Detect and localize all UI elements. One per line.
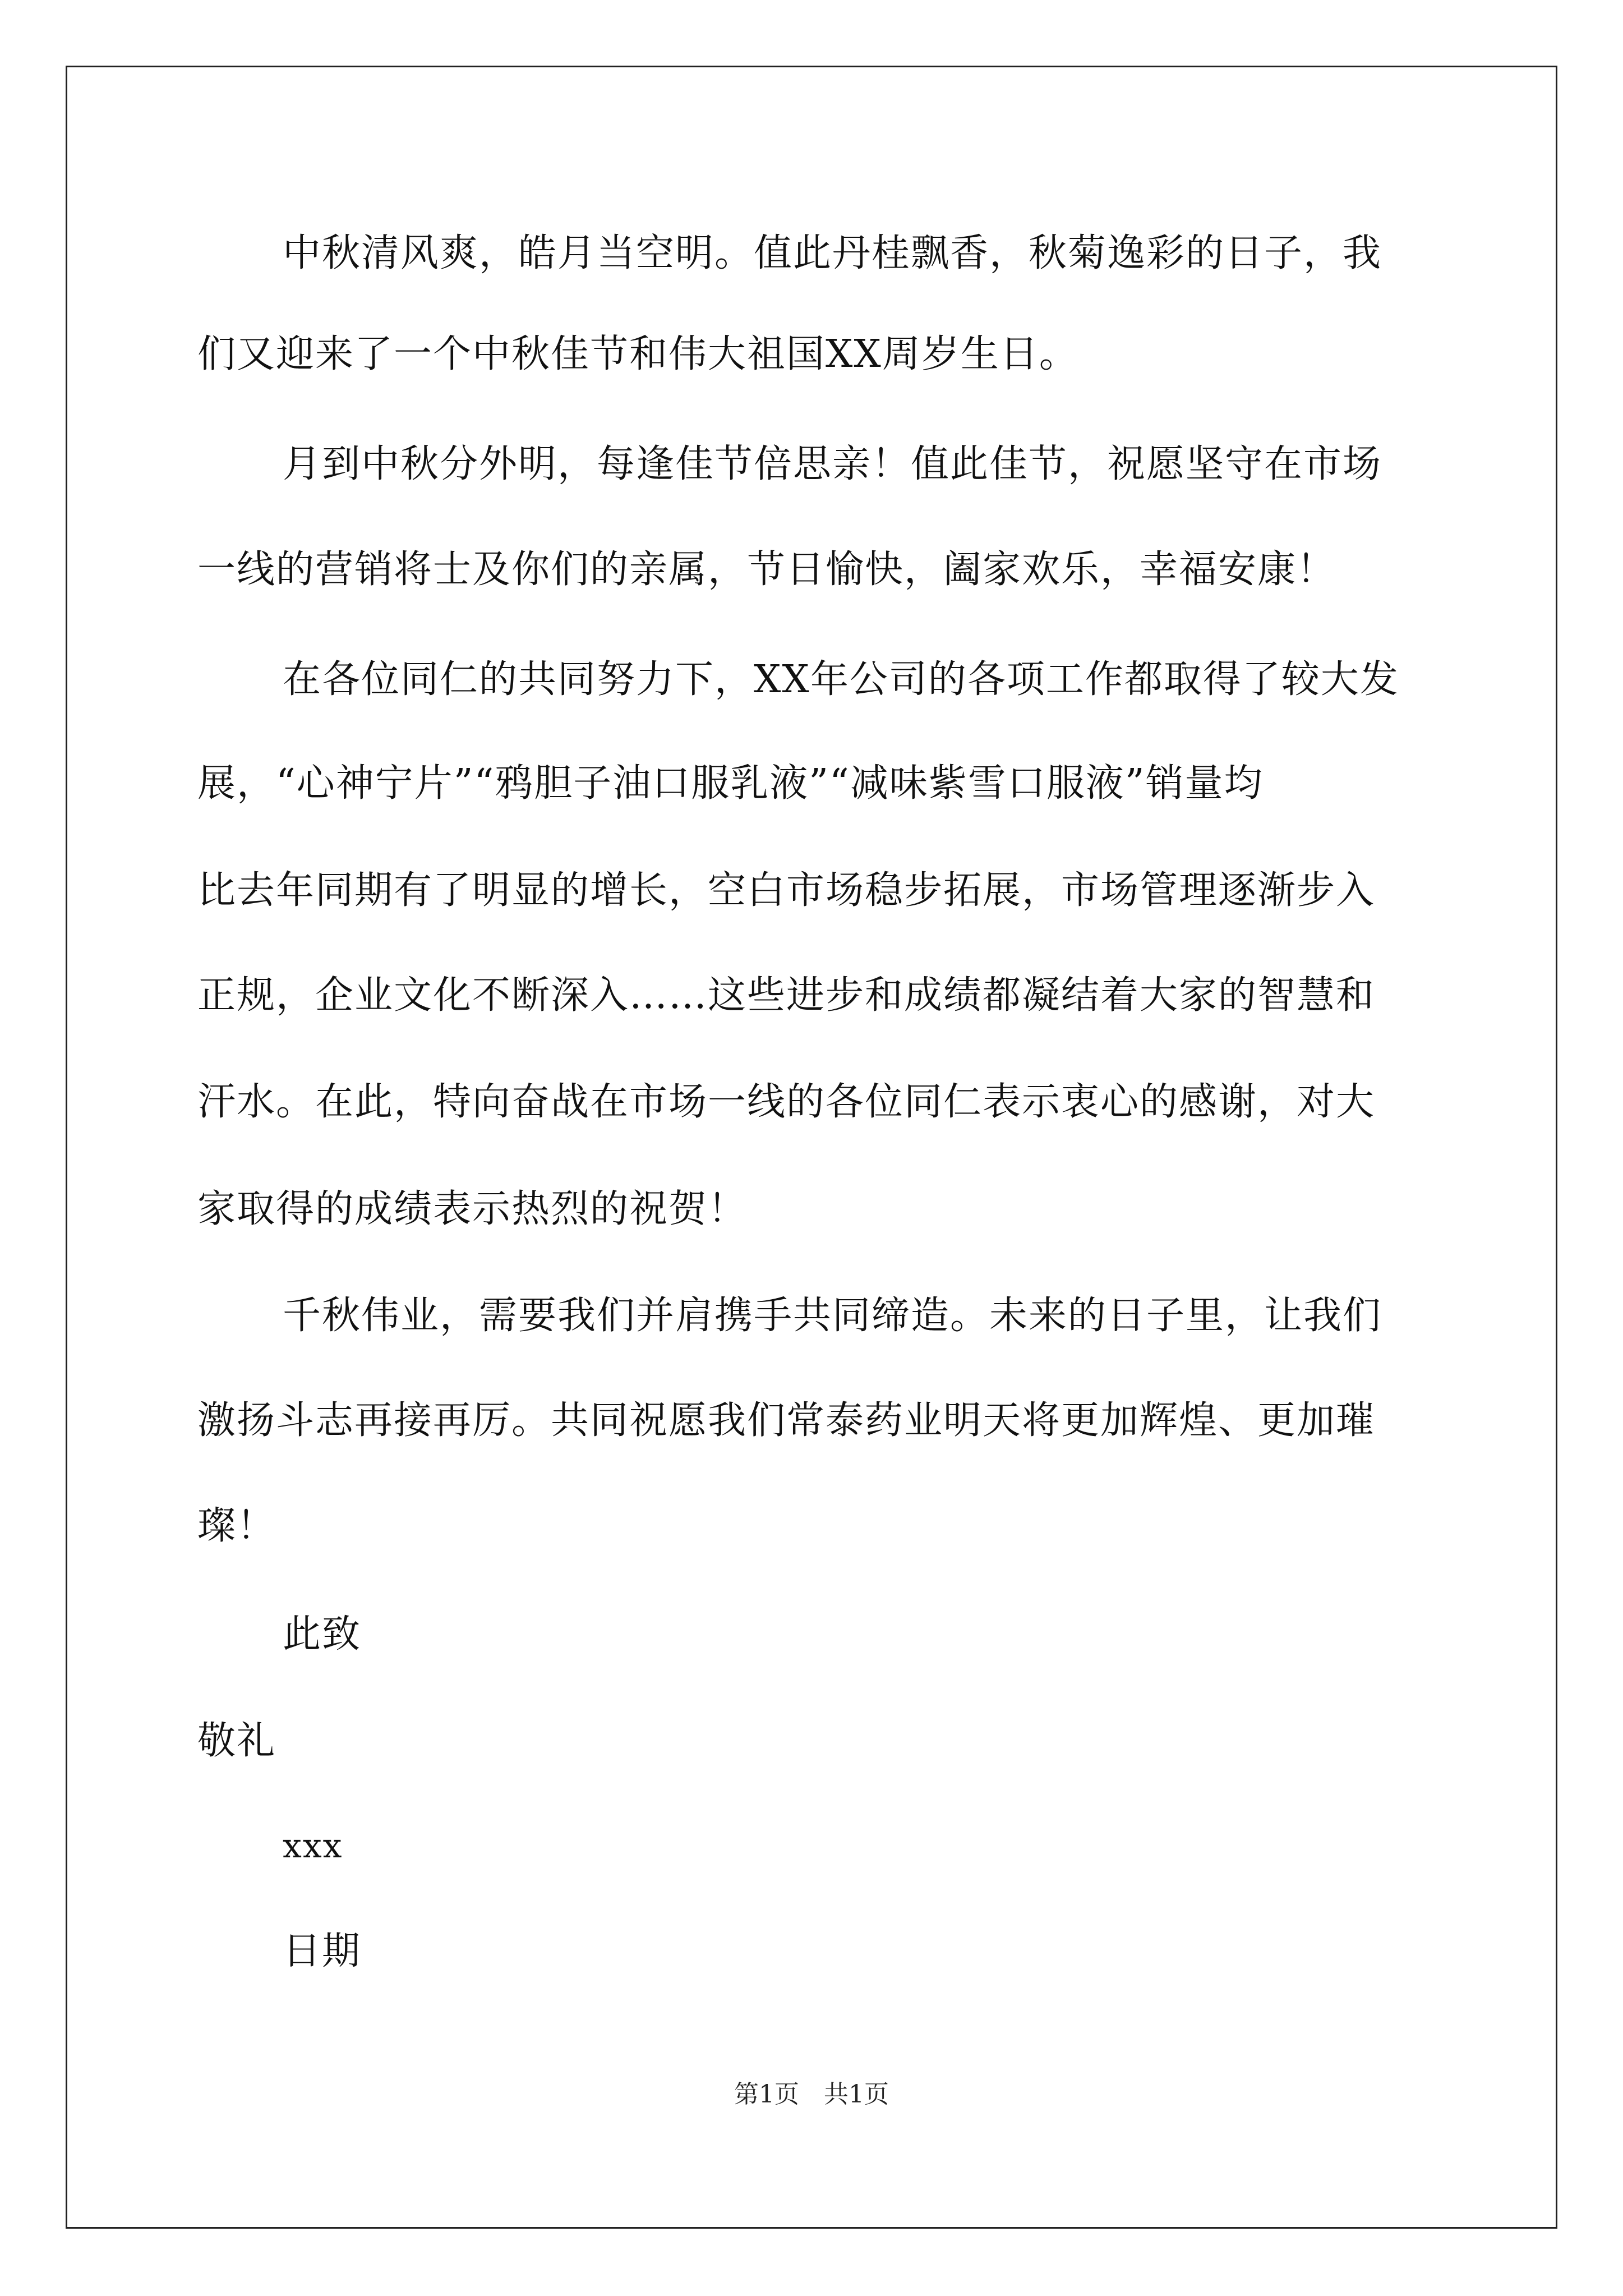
paragraph-3-line-6: 家取得的成绩表示热烈的祝贺！ [197,1187,748,1231]
paragraph-3-line-5: 汗水。在此，特向奋战在市场一线的各位同仁表示衷心的感谢，对大 [197,1080,1376,1124]
page-border [66,66,1557,2229]
paragraph-3-line-3: 比去年同期有了明显的增长，空白市场稳步拓展，市场管理逐渐步入 [197,868,1376,913]
paragraph-1-line-2: 们又迎来了一个中秋佳节和伟大祖国XX周岁生日。 [197,332,1078,376]
paragraph-4-line-3: 璨！ [197,1504,276,1548]
page-number-footer: 第1页 共1页 [734,2080,889,2109]
paragraph-4-line-1: 千秋伟业，需要我们并肩携手共同缔造。未来的日子里，让我们 [283,1294,1382,1338]
paragraph-2-line-2: 一线的营销将士及你们的亲属，节日愉快，阖家欢乐，幸福安康！ [197,547,1336,592]
paragraph-3-line-2: 展，“心神宁片”“鸦胆子油口服乳液”“减味紫雪口服液”销量均 [197,761,1264,806]
date-label: 日期 [283,1929,362,1973]
paragraph-2-line-1: 月到中秋分外明，每逢佳节倍思亲！值此佳节，祝愿坚守在市场 [283,442,1382,486]
closing-salutation: 此致 [283,1612,362,1657]
paragraph-3-line-1: 在各位同仁的共同努力下，XX年公司的各项工作都取得了较大发 [283,657,1399,702]
signature: xxx [283,1826,343,1866]
paragraph-4-line-2: 激扬斗志再接再厉。共同祝愿我们常泰药业明天将更加辉煌、更加璀 [197,1398,1376,1443]
paragraph-1-line-1: 中秋清风爽，皓月当空明。值此丹桂飘香，秋菊逸彩的日子，我 [283,231,1382,275]
paragraph-3-line-4: 正规，企业文化不断深入……这些进步和成绩都凝结着大家的智慧和 [197,973,1376,1018]
closing-regards: 敬礼 [197,1719,276,1763]
